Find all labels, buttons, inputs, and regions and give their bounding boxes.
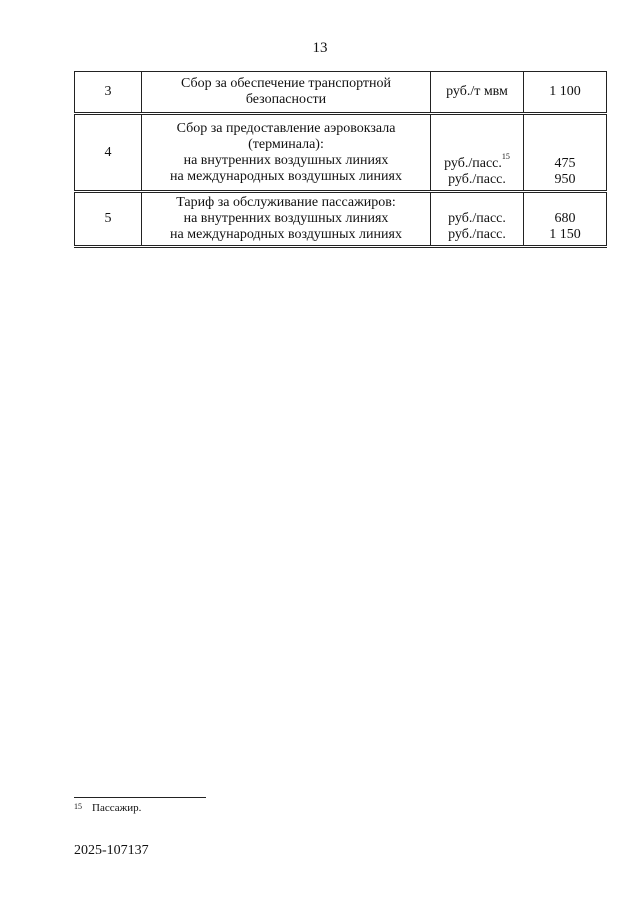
tariff-table (74, 71, 607, 248)
unit: руб./пасс. руб./пасс. (431, 192, 524, 247)
table-row-5 (75, 192, 607, 247)
unit: руб./т мвм (431, 72, 524, 114)
footnote-text: Пассажир. (92, 802, 142, 814)
tariff-value: 680 1 150 (524, 192, 607, 247)
page-number: 13 (312, 40, 328, 56)
row-number: 4 (75, 114, 142, 192)
footnote-divider (74, 797, 206, 798)
tariff-name: Тариф за обслуживание пассажиров: на внутренних воздушных линиях на международных воздушных линиях (142, 192, 431, 247)
table-row-4 (75, 114, 607, 192)
tariff-value: 475 950 (524, 114, 607, 192)
table-row-3 (75, 72, 607, 114)
footnote (74, 802, 141, 814)
footnote-mark: 15 (74, 802, 82, 811)
unit: руб./пасс.$^{15}$ руб./пасс. (431, 114, 524, 192)
row-number: 3 (75, 72, 142, 114)
tariff-name: Сбор за предоставление аэровокзала (терминала): на внутренних воздушных линиях на международных воздушных линиях (142, 114, 431, 192)
document-code: 2025-107137 (74, 843, 149, 858)
row-number: 5 (75, 192, 142, 247)
tariff-name: Сбор за обеспечение транспортной безопасности (142, 72, 431, 114)
footnote-ref: 15 (501, 152, 510, 162)
tariff-value: 1 100 (524, 72, 607, 114)
